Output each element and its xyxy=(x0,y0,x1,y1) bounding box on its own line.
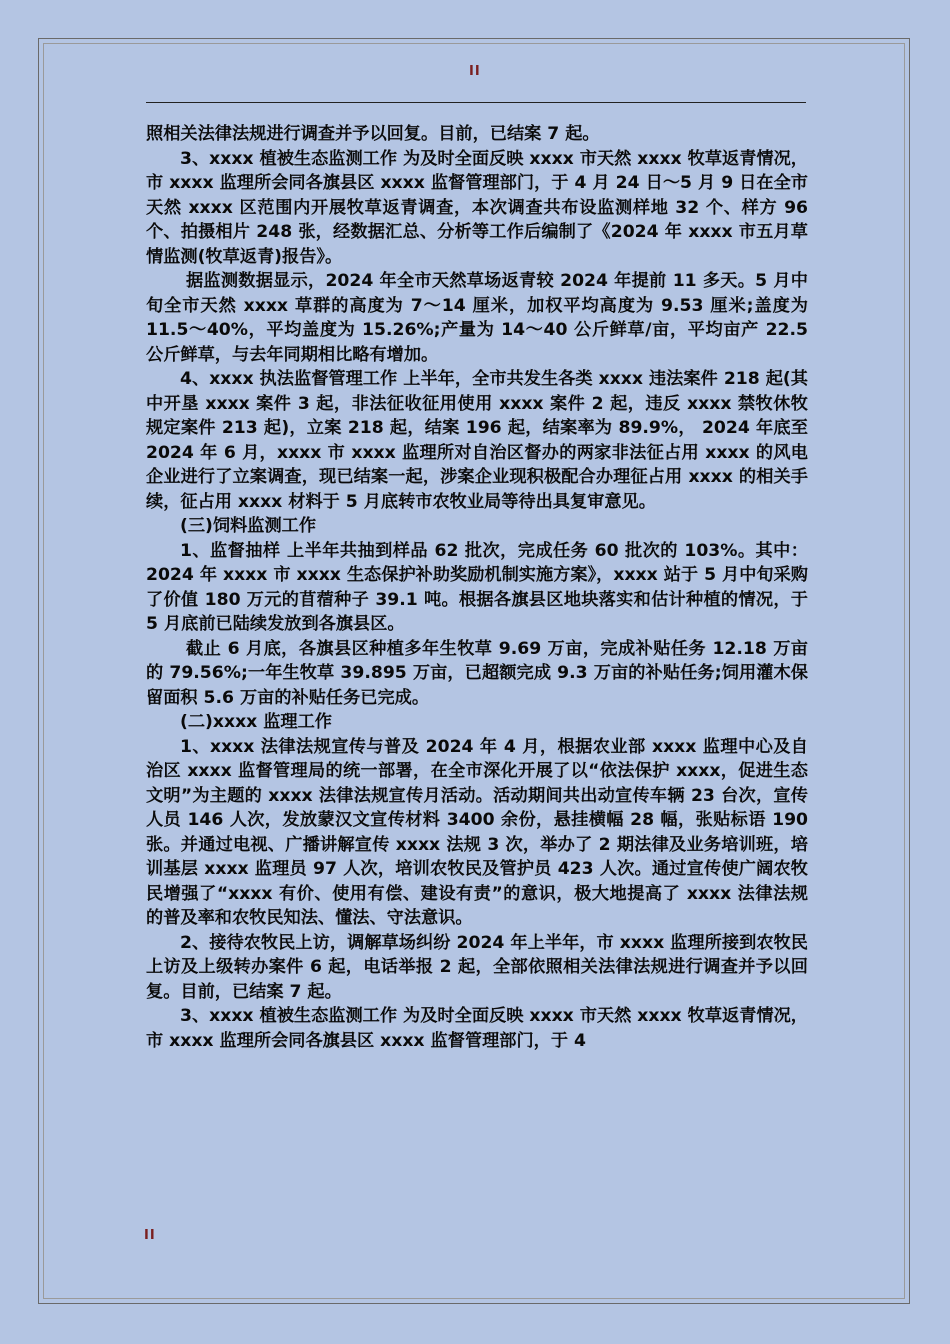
paragraph: 1、xxxx 法律法规宣传与普及 2024 年 4 月，根据农业部 xxxx 监理中心及自治区 xxxx 监督管理局的统一部署，在全市深化开展了以“依法保护 xxxx，促进生态文明”为主题的 xxxx 法律法规宣传月活动。活动期间共出动宣传车辆 23 台次，宣传人员 146 人次，发放蒙汉文宣传材料 3400 余份，悬挂横幅 28 幅，张贴标语 190 张。并通过电视、广播讲解宣传 xxxx 法规 3 次，举办了 2 期法律及业务培训班，培训基层 xxxx 监理员 97 人次，培训农牧民及管护员 423 人次。通过宣传使广阔农牧民增强了“xxxx 有价、使用有偿、建设有责”的意识，极大地提高了 xxxx 法律法规的普及率和农牧民知法、懂法、守法意识。 xyxy=(146,736,808,928)
paragraph: 截止 6 月底，各旗县区种植多年生牧草 9.69 万亩，完成补贴任务 12.18 万亩的 79.56%;一年生牧草 39.895 万亩，已超额完成 9.3 万亩的补贴任务;饲用灌木保留面积 5.6 万亩的补贴任务已完成。 xyxy=(146,638,808,708)
paragraph: 2、接待农牧民上访，调解草场纠纷 2024 年上半年，市 xxxx 监理所接到农牧民上访及上级转办案件 6 起，电话举报 2 起，全部依照相关法律法规进行调查并予以回复。目前，已结案 7 起。 xyxy=(146,932,808,1002)
document-body xyxy=(146,122,808,1053)
header-page-mark: II xyxy=(469,64,481,79)
section-heading: (二)xxxx 监理工作 xyxy=(180,712,332,732)
header-divider xyxy=(146,102,806,103)
section-heading: (三)饲料监测工作 xyxy=(180,516,317,536)
paragraph: 3、xxxx 植被生态监测工作 为及时全面反映 xxxx 市天然 xxxx 牧草返青情况，市 xxxx 监理所会同各旗县区 xxxx 监督管理部门，于 4 xyxy=(146,1006,808,1051)
paragraph: 据监测数据显示，2024 年全市天然草场返青较 2024 年提前 11 多天。5 月中旬全市天然 xxxx 草群的高度为 7～14 厘米，加权平均高度为 9.53 厘米;盖度为 11.5～40%，平均盖度为 15.26%;产量为 14～40 公斤鲜草/亩，平均亩产 22.5 公斤鲜草，与去年同期相比略有增加。 xyxy=(146,271,808,365)
paragraph: 4、xxxx 执法监督管理工作 上半年，全市共发生各类 xxxx 违法案件 218 起(其中开垦 xxxx 案件 3 起，非法征收征用使用 xxxx 案件 2 起，违反 xxxx 禁牧休牧规定案件 213 起)，立案 218 起，结案 196 起，结案率为 89.9%， 2024 年底至 2024 年 6 月，xxxx 市 xxxx 监理所对自治区督办的两家非法征占用 xxxx 的风电企业进行了立案调查，现已结案一起，涉案企业现积极配合办理征占用 xxxx 的相关手续，征占用 xxxx 材料于 5 月底转市农牧业局等待出具复审意见。 xyxy=(146,369,808,512)
paragraph: 1、监督抽样 上半年共抽到样品 62 批次，完成任务 60 批次的 103%。其中：2024 年 xxxx 市 xxxx 生态保护补助奖励机制实施方案》，xxxx 站于 5 月中旬采购了价值 180 万元的苜蓿种子 39.1 吨。根据各旗县区地块落实和估计种植的情况，于 5 月底前已陆续发放到各旗县区。 xyxy=(146,540,808,634)
footer-page-mark: II xyxy=(144,1228,156,1243)
paragraph: 3、xxxx 植被生态监测工作 为及时全面反映 xxxx 市天然 xxxx 牧草返青情况，市 xxxx 监理所会同各旗县区 xxxx 监督管理部门，于 4 月 24 日～5 月 9 日在全市天然 xxxx 区范围内开展牧草返青调查，本次调查共布设监测样地 32 个、样方 96 个、拍摄相片 248 张，经数据汇总、分析等工作后编制了《2024 年 xxxx 市五月草情监测(牧草返青)报告》。 xyxy=(146,148,808,267)
paragraph: 照相关法律法规进行调查并予以回复。目前，已结案 7 起。 xyxy=(146,124,600,144)
